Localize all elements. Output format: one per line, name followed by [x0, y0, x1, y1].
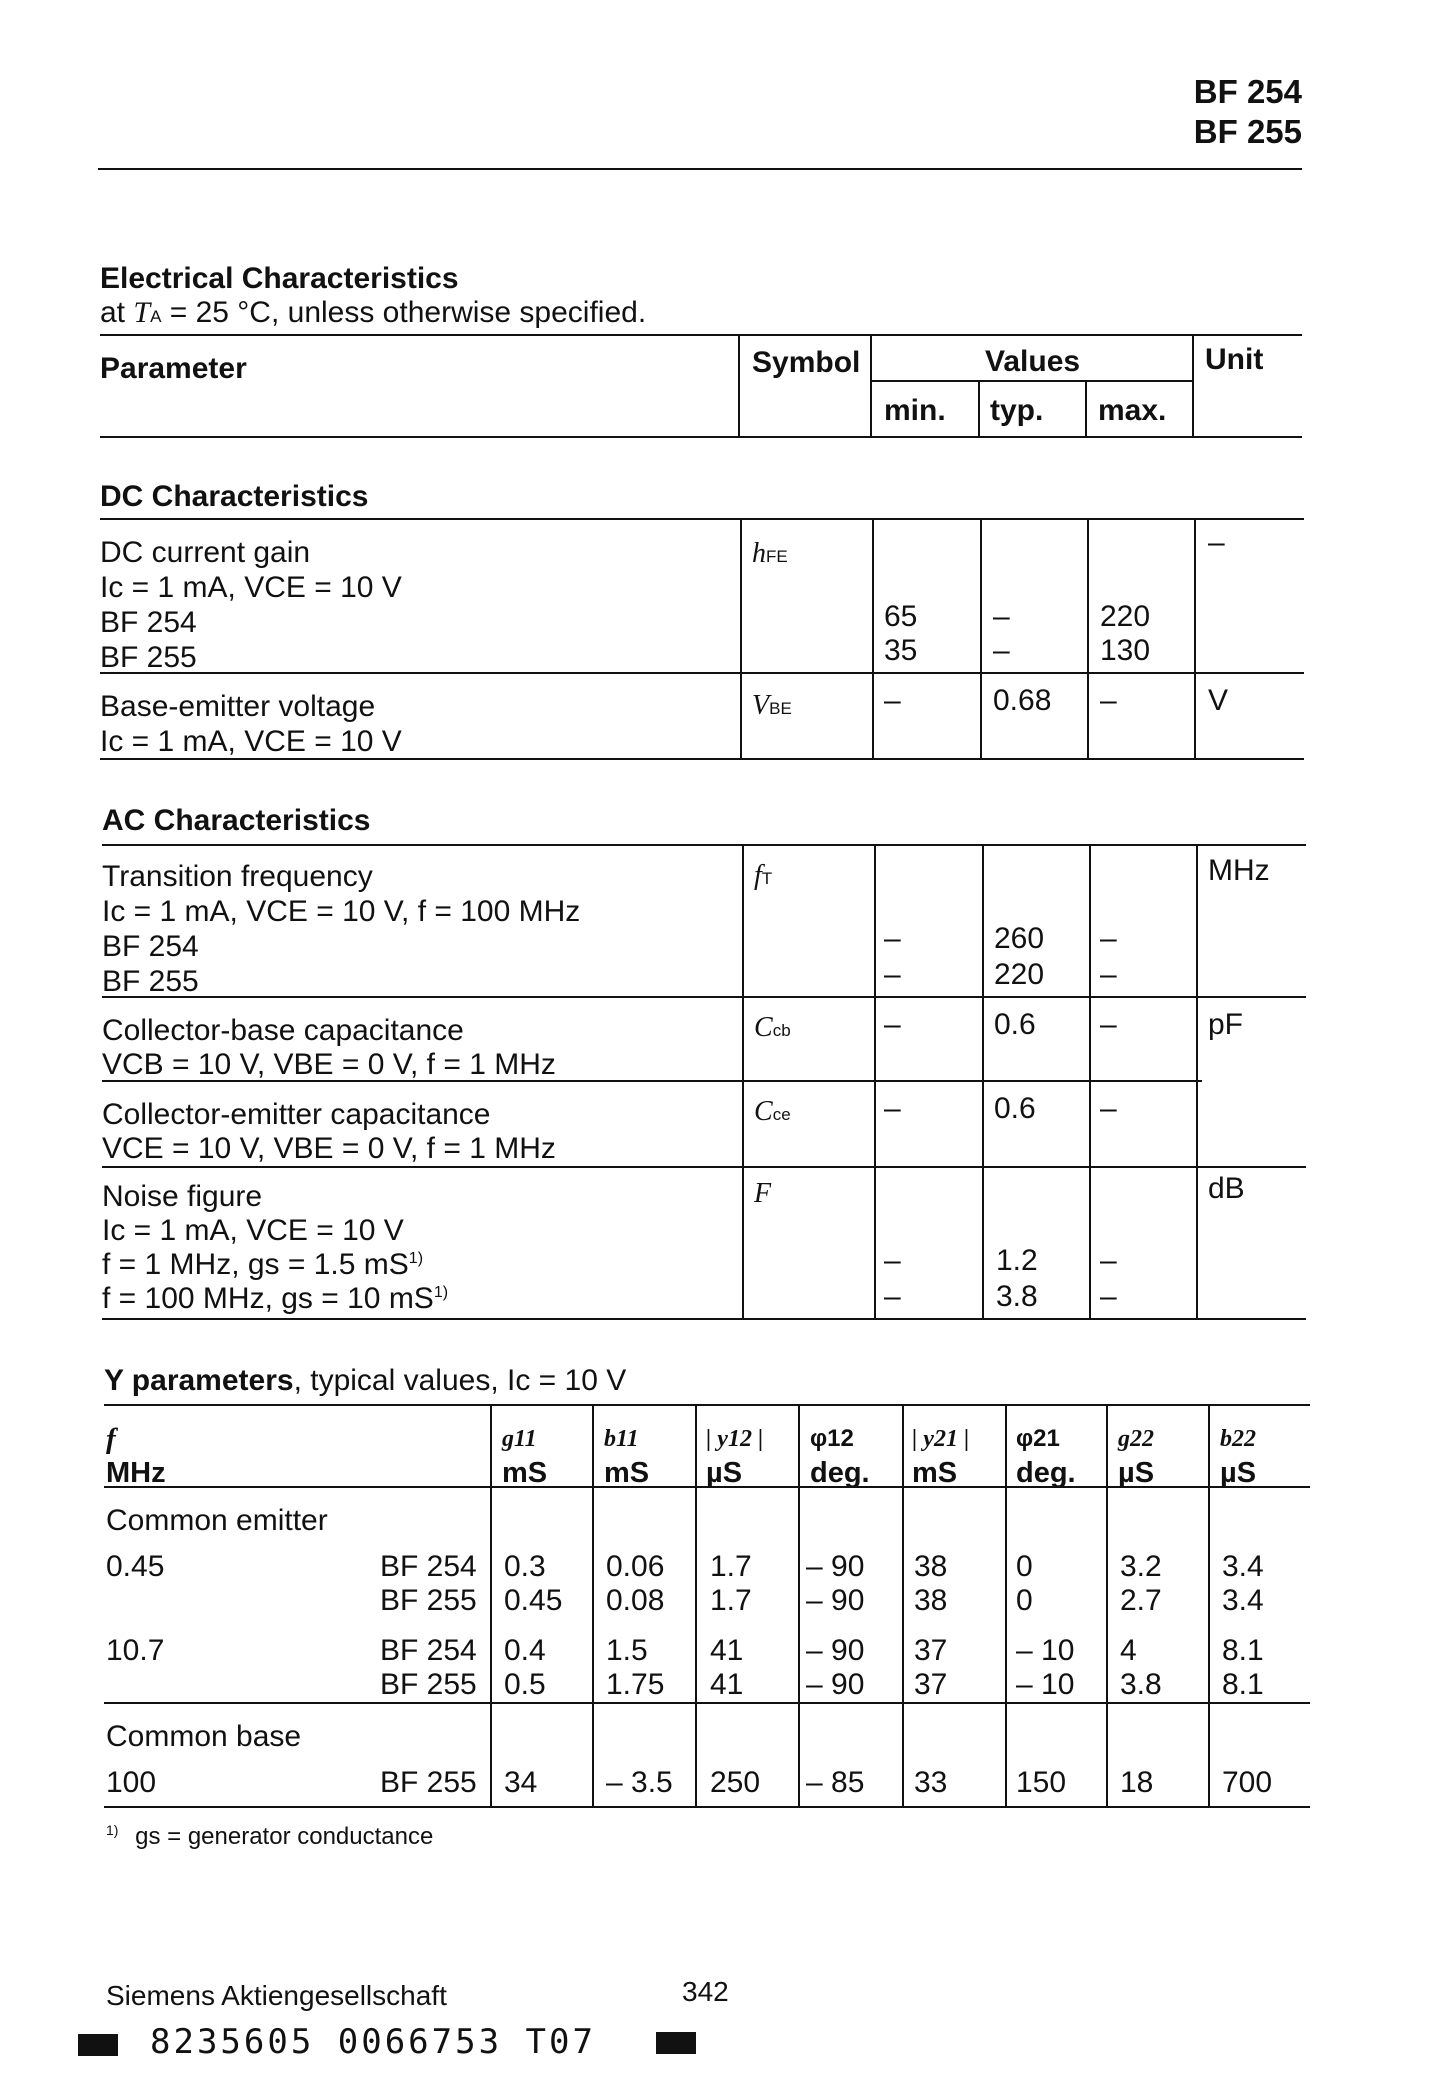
part-number-header — [1194, 72, 1302, 152]
nf-cond: Ic = 1 mA, VCE = 10 V — [102, 1214, 404, 1247]
col-values: Values — [985, 345, 1081, 378]
cce-max: – — [1100, 1092, 1117, 1125]
nf-max1: – — [1100, 1244, 1117, 1277]
col-min: min. — [884, 394, 946, 427]
ft-typ255: 220 — [994, 958, 1045, 991]
ft-cond: Ic = 1 mA, VCE = 10 V, f = 100 MHz — [102, 895, 581, 928]
col-typ: typ. — [990, 394, 1044, 427]
barcode-code: 8235605 0066753 T07 — [150, 2022, 596, 2062]
barcode-block-left — [78, 2034, 118, 2056]
cce-symbol: Cce — [754, 1096, 791, 1127]
ypar-head-g22: g22 µS — [1118, 1426, 1155, 1489]
nf-unit: dB — [1208, 1172, 1245, 1205]
ft-min255: – — [884, 958, 901, 991]
dc-gain-cond: Ic = 1 mA, VCE = 10 V — [100, 571, 402, 604]
nf-max2: – — [1100, 1280, 1117, 1313]
cce-name: Collector-emitter capacitance — [102, 1098, 491, 1131]
ft-bf254: BF 254 — [102, 930, 199, 963]
ccb-name: Collector-base capacitance — [102, 1014, 464, 1047]
dc-gain-bf255: BF 255 — [100, 641, 197, 674]
part-number-2: BF 255 — [1193, 113, 1302, 150]
vbe-cond: Ic = 1 mA, VCE = 10 V — [100, 725, 402, 758]
ft-unit: MHz — [1208, 854, 1270, 887]
vbe-symbol: VBE — [752, 690, 792, 721]
cce-typ: 0.6 — [994, 1092, 1036, 1125]
section-title: Electrical Characteristics — [100, 262, 459, 295]
dc-gain-typ254: – — [993, 600, 1010, 633]
nf-cond2: f = 100 MHz, gs = 10 $mS^{1)}$ — [102, 1282, 449, 1315]
dc-gain-unit: – — [1208, 526, 1225, 559]
dc-title: DC Characteristics — [100, 480, 369, 513]
footer-page: 342 — [682, 1976, 729, 2007]
dc-gain-name: DC current gain — [100, 536, 311, 569]
ypar-head-phi21: φ21 deg. — [1016, 1425, 1076, 1489]
ft-typ254: 260 — [994, 922, 1045, 955]
vbe-name: Base-emitter voltage — [100, 690, 376, 723]
ypar-head-y21: | y21 | mS — [912, 1426, 970, 1489]
ccb-cond: VCB = 10 V, VBE = 0 V, f = 1 MHz — [102, 1048, 556, 1081]
ypar-head-g11: g11 mS — [502, 1426, 548, 1489]
ft-max254: – — [1100, 922, 1117, 955]
ypar-title: Y parameters, typical values, Ic = 10 V — [104, 1364, 627, 1397]
col-unit: Unit — [1205, 343, 1264, 376]
footnote: $^{1)}$ gs = generator conductance — [106, 1822, 434, 1850]
nf-min1: – — [884, 1244, 901, 1277]
ypar-head-b22: b22 µS — [1220, 1426, 1257, 1489]
footer-company: Siemens Aktiengesellschaft — [106, 1980, 447, 2011]
part-number-1: BF 254 — [1193, 73, 1302, 110]
ypar-cb-label: Common base — [106, 1720, 302, 1753]
ccb-max: – — [1100, 1008, 1117, 1041]
nf-min2: – — [884, 1280, 901, 1313]
ypar-head-b11: b11 mS — [604, 1426, 650, 1489]
ft-name: Transition frequency — [102, 860, 373, 893]
ac-title: AC Characteristics — [102, 804, 371, 837]
header-rule — [98, 168, 1302, 170]
col-parameter: Parameter — [100, 352, 247, 385]
ccb-symbol: Ccb — [754, 1012, 791, 1043]
cce-cond: VCE = 10 V, VBE = 0 V, f = 1 MHz — [102, 1132, 556, 1165]
nf-symbol: F — [754, 1178, 772, 1209]
vbe-min: – — [884, 684, 901, 717]
ft-symbol: fT — [754, 860, 773, 891]
dc-gain-typ255: – — [993, 634, 1010, 667]
ft-bf255: BF 255 — [102, 965, 199, 998]
dc-gain-min255: 35 — [884, 634, 918, 667]
vbe-typ: 0.68 — [993, 684, 1052, 717]
ypar-head-f: f MHz — [106, 1423, 166, 1489]
dc-gain-bf254: BF 254 — [100, 606, 197, 639]
ccb-typ: 0.6 — [994, 1008, 1036, 1041]
dc-gain-symbol: hFE — [752, 538, 788, 569]
dc-gain-max255: 130 — [1100, 634, 1151, 667]
ccb-unit: pF — [1208, 1008, 1244, 1041]
nf-typ1: 1.2 — [996, 1244, 1038, 1277]
vbe-unit: V — [1208, 684, 1229, 717]
nf-typ2: 3.8 — [996, 1280, 1038, 1313]
barcode-block-right — [656, 2032, 696, 2054]
vbe-max: – — [1100, 684, 1117, 717]
section-conditions: at TA = 25 °C, unless otherwise specified. — [100, 296, 647, 329]
cce-min: – — [884, 1092, 901, 1125]
ft-max255: – — [1100, 958, 1117, 991]
col-symbol: Symbol — [752, 346, 861, 379]
ypar-head-y12: | y12 | µS — [706, 1426, 764, 1489]
dc-gain-max254: 220 — [1100, 600, 1151, 633]
nf-name: Noise figure — [102, 1180, 263, 1213]
dc-gain-min254: 65 — [884, 600, 918, 633]
nf-cond1: f = 1 MHz, gs = 1.5 $mS^{1)}$ — [102, 1248, 424, 1281]
ypar-head-phi12: φ12 deg. — [810, 1425, 870, 1489]
ft-min254: – — [884, 922, 901, 955]
ypar-ce-label: Common emitter — [106, 1504, 328, 1537]
ccb-min: – — [884, 1008, 901, 1041]
col-max: max. — [1098, 394, 1167, 427]
